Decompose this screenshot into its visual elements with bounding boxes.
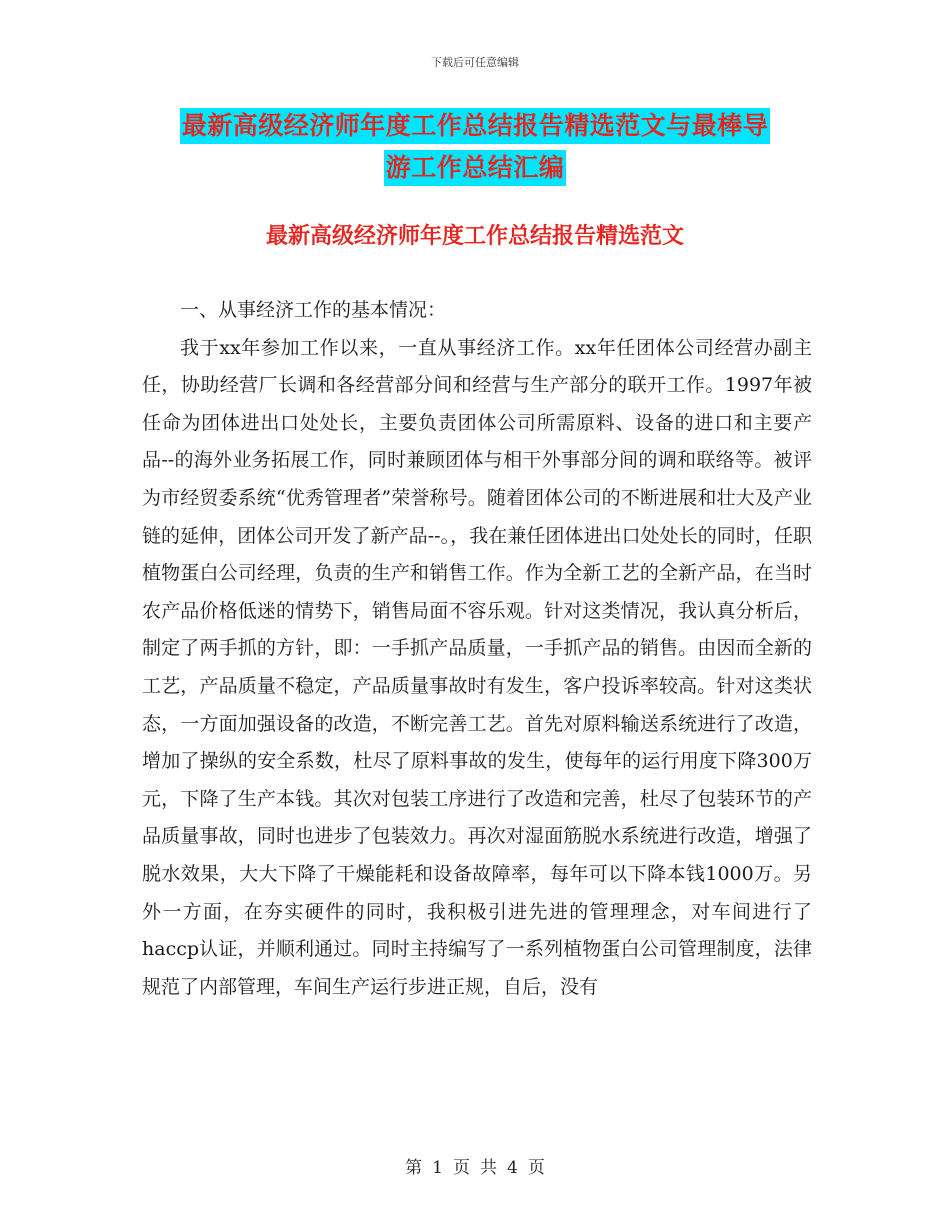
paragraph-section-label: 一、从事经济工作的基本情况：: [180, 299, 447, 321]
title-line-1: 最新高级经济师年度工作总结报告精选范文与最棒导: [180, 108, 771, 144]
page-label-mid1: 页: [453, 1158, 470, 1178]
page-current: 1: [432, 1158, 443, 1178]
document-title: [0, 108, 950, 186]
page-label-suffix: 页: [527, 1158, 545, 1178]
document-body: [142, 292, 812, 1006]
page-label-mid2: 共: [480, 1158, 497, 1178]
page-footer: [0, 1153, 950, 1178]
page-total: 4: [507, 1158, 518, 1178]
title-line-2: 游工作总结汇编: [384, 150, 567, 186]
page-label-prefix: 第: [405, 1158, 423, 1178]
header-note: 下载后可任意编辑: [431, 56, 519, 69]
section-heading: 最新高级经济师年度工作总结报告精选范文: [265, 224, 684, 249]
paragraph-main: 我于xx年参加工作以来，一直从事经济工作。xx年任团体公司经营办副主任，协助经营厂长调和各经营部分间和经营与生产部分的联开工作。1997年被任命为团体进出口处处长，主要负责团体公司所需原料、设备的进口和主要产品--的海外业务拓展工作，同时兼顾团体与相干外事部分间的调和联络等。被评为市经贸委系统“优秀管理者”荣誉称号。随着团体公司的不断进展和壮大及产业链的延伸，团体公司开发了新产品--。，我在兼任团体进出口处处长的同时，任职植物蛋白公司经理，负责的生产和销售工作。作为全新工艺的全新产品，在当时农产品价格低迷的情势下，销售局面不容乐观。针对这类情况，我认真分析后，制定了两手抓的方针，即：一手抓产品质量，一手抓产品的销售。由因而全新的工艺，产品质量不稳定，产品质量事故时有发生，客户投诉率较高。针对这类状态，一方面加强设备的改造，不断完善工艺。首先对原料输送系统进行了改造，增加了操纵的安全系数，杜尽了原料事故的发生，使每年的运行用度下降300万元，下降了生产本钱。其次对包装工序进行了改造和完善，杜尽了包装环节的产品质量事故，同时也进步了包装效力。再次对湿面筋脱水系统进行改造，增强了脱水效果，大大下降了干燥能耗和设备故障率，每年可以下降本钱1000万。另外一方面，在夯实硬件的同时，我积极引进先进的管理理念，对车间进行了haccp认证，并顺利通过。同时主持编写了一系列植物蛋白公司管理制度，法律规范了内部管理，车间生产运行步进正规，自后，没有: [142, 336, 812, 998]
